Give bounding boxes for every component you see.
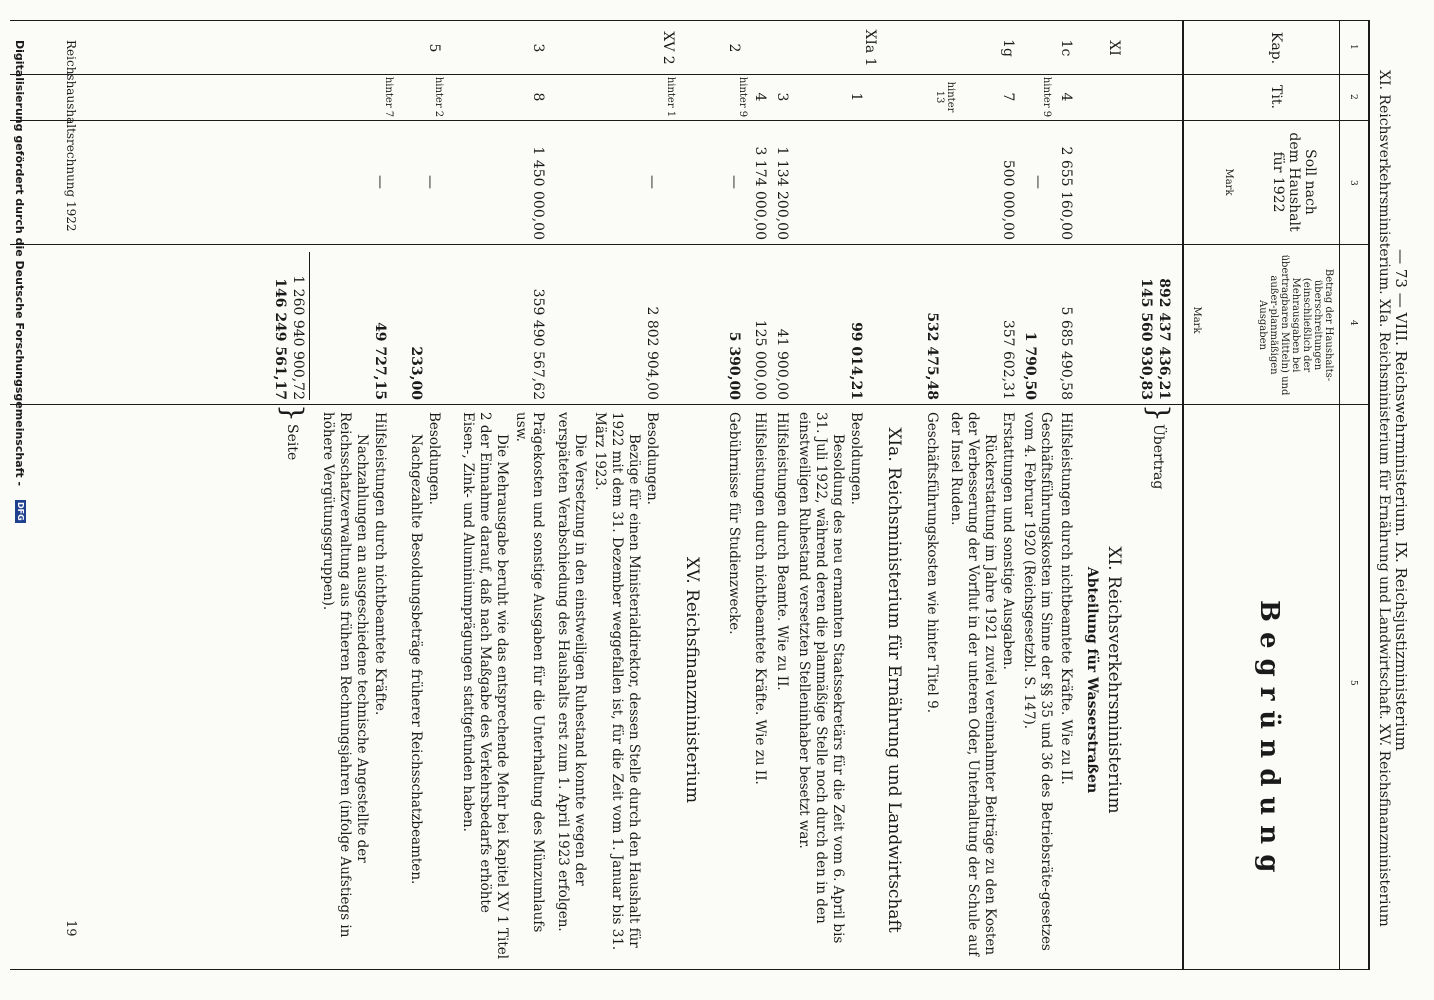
row10-betrag: 359 490 567,62 xyxy=(530,288,546,400)
row5-kap: XIa 1 xyxy=(862,29,878,67)
row10-detail: Die Mehrausgabe beruht wie das entsprechende Mehr bei Kapitel XV 1 Titel 2 der Einnahme darauf, daß nach Maßgabe des Verkehrsbedarfs erhöhte Eisen-, Zink- und Aluminiumprägungen stattgefunden haben. xyxy=(460,412,510,960)
row9-tit: hinter 1 xyxy=(665,76,676,118)
digitization-note: Digitalisierung gefördert durch die Deutsche Forschungsgemeinschaft - xyxy=(13,40,26,487)
row11-detail: Nachgezahlte Besoldungsbeträge früherer Reichsschatzbeamten. xyxy=(408,434,424,885)
row12-text: Hilfsleistungen durch nichtbeamtete Kräfte. xyxy=(372,412,388,716)
row7-text: Hilfsleistungen durch nichtbeamtete Kräfte. Wie zu II. xyxy=(752,412,768,785)
row2-tit: hinter 9 xyxy=(1041,76,1052,118)
row8-text: Gebührnisse für Studienzwecke. xyxy=(726,412,742,635)
col-tit: Tit. xyxy=(1268,85,1284,109)
uebertrag-label: Übertrag xyxy=(1150,424,1166,490)
row6-soll: 1 134 200,00 xyxy=(774,146,790,240)
row1-text: Hilfsleistungen durch nichtbeamtete Kräfte. Wie zu II. xyxy=(1058,412,1074,785)
row9-detail-2: Die Versetzung in den einstweiligen Ruhestand konnte wegen der verspäteten Verabschiedung des Haushalts erst zum 1. April 1923 erfolgen. xyxy=(555,412,588,932)
row8-betrag: 5 390,00 xyxy=(726,331,742,400)
row8-kap: 2 xyxy=(726,43,742,53)
row1-tit: 4 xyxy=(1058,92,1074,102)
row2-betrag: 1 790,50 xyxy=(1022,331,1038,400)
col-soll-unit: Mark xyxy=(1223,168,1234,196)
row2-soll: — xyxy=(1030,175,1046,189)
row12-tit: hinter 7 xyxy=(383,76,394,118)
row4-text: Geschäftsführungskosten wie hinter Titel 9. xyxy=(924,412,940,714)
row3-kap: 1g xyxy=(1000,39,1016,57)
row11-text: Besoldungen. xyxy=(426,412,442,505)
footer-left: Reichshaushaltsrechnung 1922 xyxy=(64,40,78,232)
row7-soll: 3 174 000,00 xyxy=(752,146,768,240)
page-title: — 73 — VIII. Reichswehrministerium. IX. Reichsjustizministerium xyxy=(1392,249,1410,751)
uebertrag-value-1: 892 437 436,21 xyxy=(1156,278,1172,400)
subtitle-text: XI. Reichsverkehrsministerium. XIa. Reichsministerium für Ernährung und Landwirtschaft. XV. Reichsfinanzministerium xyxy=(1376,70,1392,927)
row10-soll: 1 450 000,00 xyxy=(530,146,546,240)
row8-soll: — xyxy=(726,175,742,189)
row12-detail: Nachzahlungen an ausgeschiedene technische Angestellte der Reichsschatzverwaltung aus früheren Rechnungsjahren (infolge Aufstiegs in höhere Vergütungsgruppen). xyxy=(320,412,370,938)
col2-rule xyxy=(10,120,1370,121)
colnum-3: 3 xyxy=(1348,180,1358,186)
col-betrag: Betrag der Haushalts-überschreitungen (einschließlich der Mehrausgaben bei übertragbaren Mitteln) und außer-planmäßigen Ausgaben xyxy=(1257,254,1334,396)
row9-betrag: 2 802 904,00 xyxy=(644,306,660,400)
col1-rule xyxy=(10,74,1370,75)
row10-text: Prägekosten und sonstige Ausgaben für die Unterhaltung des Münzumlaufs usw. xyxy=(513,412,546,933)
row3-tit: 7 xyxy=(1000,92,1016,102)
row3-soll: 500 000,00 xyxy=(1000,159,1016,240)
row11-soll: — xyxy=(422,175,438,189)
row8-tit: hinter 9 xyxy=(737,76,748,118)
left-rule xyxy=(10,20,1370,21)
row10-kap: 3 xyxy=(530,43,546,53)
dfg-logo: DFG xyxy=(16,502,25,521)
page-number: 19 xyxy=(63,920,78,937)
colnum-rule xyxy=(1339,20,1340,970)
colnum-4: 4 xyxy=(1348,320,1358,326)
row5-betrag: 99 014,21 xyxy=(848,322,864,400)
row4-betrag: 532 475,48 xyxy=(924,312,940,400)
row5-text: Besoldungen. xyxy=(848,412,864,505)
col3-rule xyxy=(10,244,1370,245)
row3-text: Erstattungen und sonstige Ausgaben. xyxy=(1000,412,1016,670)
section-xi-subtitle: Abteilung für Wasserstraßen xyxy=(1084,566,1100,794)
row12-soll: — xyxy=(372,175,388,189)
row11-tit: hinter 2 xyxy=(433,76,444,118)
col-soll: Soll nach dem Haushalt für 1922 xyxy=(1270,132,1318,232)
col-kap: Kap. xyxy=(1268,31,1284,65)
row7-tit: 4 xyxy=(752,92,768,102)
row11-kap: 5 xyxy=(426,43,442,53)
row5-tit: 1 xyxy=(848,92,864,102)
totals-value-2: 146 249 561,17 xyxy=(272,278,288,400)
section-xi-title: XI. Reichsverkehrsministerium xyxy=(1104,546,1124,814)
row3-detail: Rückerstattung im Jahre 1921 zuviel vereinnahmter Beiträge zu den Kosten der Verbesserung der Vorflut in der unteren Oder, Unterhaltung der Schule auf der Insel Ruden. xyxy=(948,412,998,957)
col-begruendung: Begründung xyxy=(1254,600,1284,883)
row3-betrag: 357 602,31 xyxy=(1000,319,1016,400)
colnum-2: 2 xyxy=(1348,94,1358,100)
totals-rule xyxy=(309,252,310,400)
row6-text: Hilfsleistungen durch Beamte. Wie zu II. xyxy=(774,412,790,691)
totals-seite-label: Seite xyxy=(284,424,300,461)
row4-tit: hinter 13 xyxy=(934,81,956,113)
row6-betrag: 41 900,00 xyxy=(774,328,790,400)
row1-betrag: 5 685 490,58 xyxy=(1058,306,1074,400)
colnum-5: 5 xyxy=(1348,680,1358,686)
totals-brace: } xyxy=(276,404,309,422)
kap-xi: XI xyxy=(1106,40,1122,56)
row11-betrag: 233,00 xyxy=(408,346,424,400)
colnum-1: 1 xyxy=(1348,44,1358,50)
row9-soll: — xyxy=(644,175,660,189)
row2-text: Geschäftsführungskosten im Sinne der §§ 35 und 36 des Betriebsräte-gesetzes vom 4. Februar 1920 (Reichsgesetzbl. S. 147). xyxy=(1021,412,1054,951)
section-xv-title: XV. Reichsfinanzministerium xyxy=(682,556,702,804)
row1-soll: 2 655 160,00 xyxy=(1058,146,1074,240)
row5-detail: Besoldung des neu ernannten Staatssekretärs für die Zeit vom 6. April bis 31. Juli 1922, während deren die planmäßige Stelle noch durch den in den einstweiligen Ruhestand versetzten Stelleninhaber besetzt war. xyxy=(796,412,846,944)
row9-text: Besoldungen. xyxy=(644,412,660,505)
row1-kap: 1c xyxy=(1058,39,1074,57)
totals-value-1: 1 260 940 900,72 xyxy=(290,275,306,400)
row7-betrag: 125 000,00 xyxy=(752,319,768,400)
section-xia-title: XIa. Reichsministerium für Ernährung und Landwirtschaft xyxy=(884,427,904,933)
row10-tit: 8 xyxy=(530,92,546,102)
uebertrag-value-2: 145 560 930,83 xyxy=(1138,278,1154,400)
header-rule xyxy=(1182,20,1184,970)
uebertrag-brace: } xyxy=(1142,404,1175,422)
top-rule xyxy=(1368,20,1370,970)
col-betrag-unit: Mark xyxy=(1191,306,1202,334)
row12-betrag: 49 727,15 xyxy=(372,322,388,400)
row9-kap: XV 2 xyxy=(660,31,676,65)
right-rule xyxy=(10,969,1370,970)
row6-tit: 3 xyxy=(774,92,790,102)
row9-detail-1: Bezüge für einen Ministerialdirektor, dessen Stelle durch den Haushalt für 1922 mit dem 31. Dezember weggefallen ist, für die Zeit vom 1. Januar bis 31. März 1923. xyxy=(592,412,642,951)
